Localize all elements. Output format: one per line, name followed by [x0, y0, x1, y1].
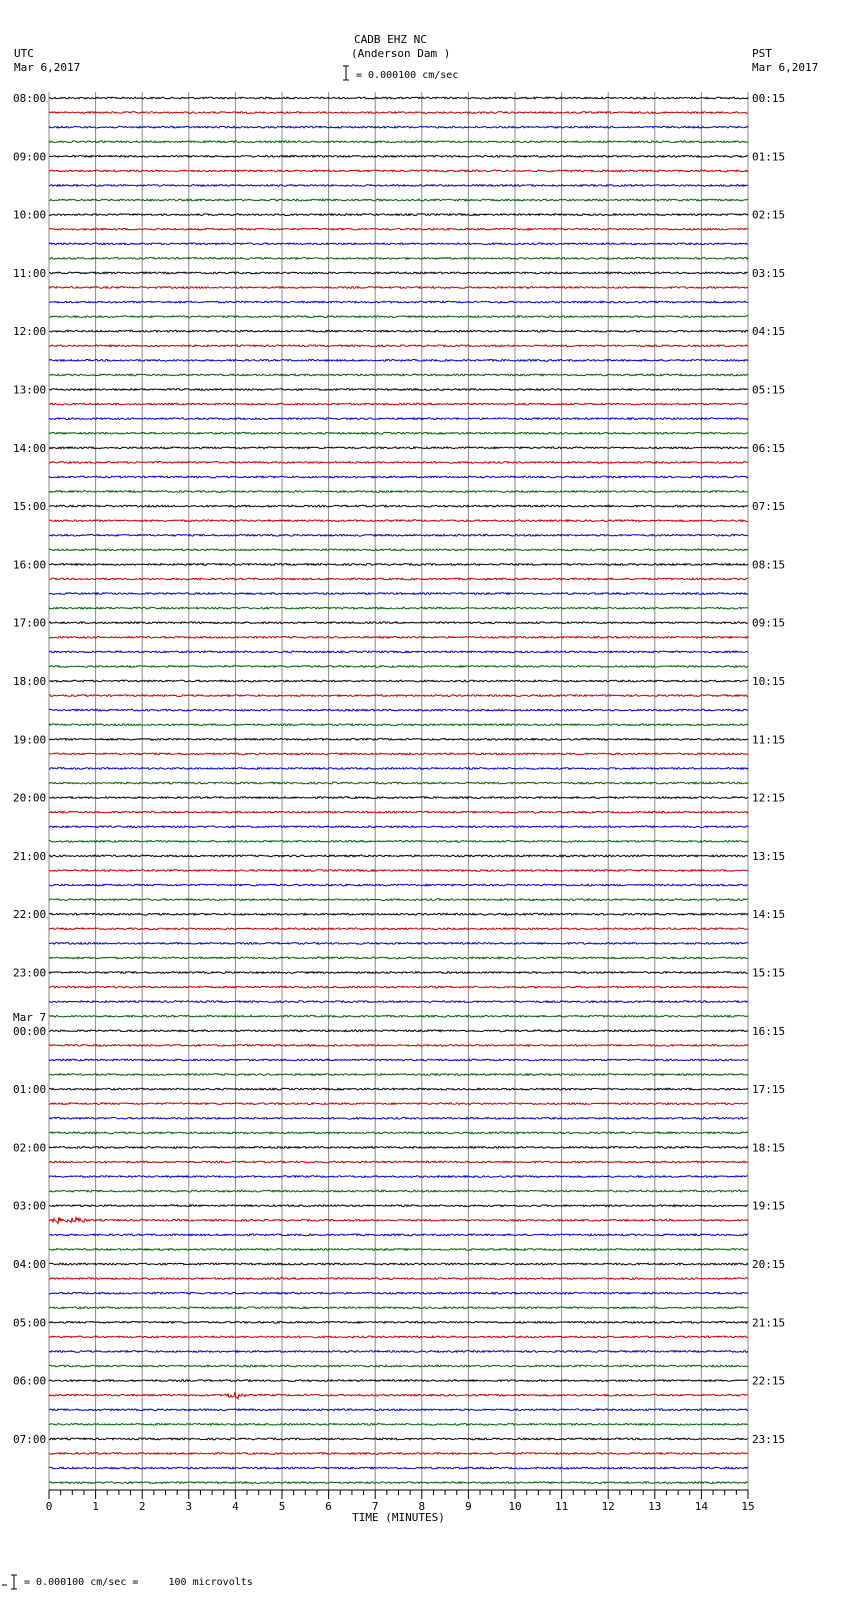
- utc-hour-label-19: 03:00: [13, 1199, 47, 1213]
- trace-4-2: [49, 360, 748, 362]
- trace-23-1: [49, 1453, 748, 1455]
- trace-3-3: [49, 316, 748, 318]
- trace-18-2: [49, 1176, 748, 1178]
- trace-17-1: [49, 1103, 748, 1105]
- pst-hour-label-20: 20:15: [752, 1258, 786, 1271]
- trace-10-2: [49, 709, 748, 711]
- utc-hour-label-17: 01:00: [13, 1083, 47, 1097]
- trace-14-1: [49, 928, 748, 930]
- trace-5-0: [49, 389, 748, 391]
- trace-13-3: [49, 899, 748, 901]
- trace-1-2: [49, 185, 748, 187]
- trace-10-0: [49, 680, 748, 682]
- trace-12-3: [49, 840, 748, 842]
- trace-5-3: [49, 432, 748, 434]
- utc-hour-label-23: 07:00: [13, 1432, 47, 1446]
- trace-22-3: [49, 1423, 748, 1425]
- trace-19-0: [49, 1205, 748, 1207]
- trace-2-2: [49, 243, 748, 245]
- trace-19-2: [49, 1234, 748, 1236]
- trace-16-0: [49, 1030, 748, 1032]
- pst-hour-label-7: 07:15: [752, 500, 786, 514]
- utc-hour-label-7: 15:00: [13, 500, 47, 514]
- x-tick-label-3: 3: [185, 1500, 193, 1513]
- pst-hour-label-22: 22:15: [752, 1374, 786, 1388]
- trace-9-1: [49, 636, 748, 638]
- trace-9-0: [49, 622, 748, 624]
- trace-1-0: [49, 155, 748, 157]
- trace-5-1: [49, 403, 748, 405]
- pst-hour-label-12: 12:15: [752, 791, 786, 805]
- trace-16-2: [49, 1059, 748, 1061]
- utc-hour-label-8: 16:00: [13, 558, 47, 572]
- trace-12-1: [49, 811, 748, 813]
- x-tick-label-10: 10: [508, 1500, 522, 1513]
- trace-0-0: [49, 97, 748, 99]
- trace-2-0: [49, 214, 748, 216]
- utc-hour-label-1: 09:00: [13, 150, 47, 164]
- trace-11-2: [49, 768, 748, 770]
- trace-18-1: [49, 1161, 748, 1163]
- trace-10-3: [49, 724, 748, 726]
- trace-12-0: [49, 797, 748, 799]
- trace-15-3: [49, 1015, 748, 1017]
- trace-0-3: [49, 141, 748, 143]
- pst-hour-label-11: 11:15: [752, 733, 786, 747]
- trace-7-1: [49, 520, 748, 522]
- x-tick-label-6: 6: [325, 1500, 332, 1513]
- pst-hour-label-17: 17:15: [752, 1083, 786, 1097]
- trace-6-2: [49, 476, 748, 478]
- trace-10-1: [49, 695, 748, 697]
- trace-7-3: [49, 549, 748, 551]
- utc-hour-label-9: 17:00: [13, 616, 47, 630]
- trace-2-1: [49, 228, 748, 230]
- trace-8-3: [49, 607, 748, 609]
- trace-2-3: [49, 257, 748, 259]
- x-tick-label-9: 9: [465, 1500, 472, 1513]
- trace-15-0: [49, 972, 748, 974]
- x-tick-label-15: 15: [741, 1500, 755, 1513]
- trace-3-0: [49, 272, 748, 274]
- trace-21-0: [49, 1321, 748, 1323]
- pst-hour-label-0: 00:15: [752, 92, 786, 105]
- trace-17-2: [49, 1117, 748, 1119]
- pst-hour-label-3: 03:15: [752, 266, 786, 280]
- trace-22-1: [49, 1392, 748, 1399]
- utc-hour-label-12: 20:00: [13, 791, 47, 805]
- utc-hour-label-21: 05:00: [13, 1316, 47, 1330]
- left-date: Mar 6,2017: [14, 61, 81, 74]
- utc-hour-label-2: 10:00: [13, 208, 47, 222]
- utc-hour-label-3: 11:00: [13, 266, 47, 280]
- trace-13-1: [49, 870, 748, 872]
- trace-20-3: [49, 1307, 748, 1309]
- scale-text: = 0.000100 cm/sec: [356, 70, 459, 81]
- trace-21-3: [49, 1365, 748, 1367]
- utc-hour-label-0: 08:00: [13, 92, 47, 105]
- pst-hour-label-2: 02:15: [752, 208, 786, 222]
- pst-hour-label-8: 08:15: [752, 558, 786, 572]
- trace-11-3: [49, 782, 748, 784]
- trace-3-2: [49, 301, 748, 303]
- trace-0-2: [49, 126, 748, 128]
- pst-hour-label-15: 15:15: [752, 966, 786, 980]
- pst-hour-label-4: 04:15: [752, 325, 786, 339]
- station-title: CADB EHZ NC: [354, 33, 427, 46]
- x-tick-label-11: 11: [554, 1500, 569, 1513]
- utc-hour-label-14: 22:00: [13, 908, 47, 922]
- pst-hour-label-21: 21:15: [752, 1316, 786, 1330]
- trace-18-3: [49, 1190, 748, 1192]
- x-tick-label-1: 1: [92, 1500, 99, 1513]
- footer-scale-text: = 0.000100 cm/sec = 100 microvolts: [24, 1577, 253, 1588]
- trace-23-2: [49, 1467, 748, 1469]
- utc-hour-label-20: 04:00: [13, 1258, 47, 1271]
- trace-group: [49, 97, 748, 1483]
- trace-1-3: [49, 199, 748, 201]
- pst-hour-label-18: 18:15: [752, 1141, 786, 1155]
- trace-6-1: [49, 462, 748, 464]
- hour-labels: [13, 92, 785, 1446]
- trace-3-1: [49, 287, 748, 289]
- utc-hour-label-18: 02:00: [13, 1141, 47, 1155]
- trace-8-1: [49, 578, 748, 580]
- trace-23-0: [49, 1438, 748, 1440]
- pst-hour-label-16: 16:15: [752, 1024, 786, 1038]
- utc-hour-label-4: 12:00: [13, 325, 47, 339]
- trace-11-1: [49, 753, 748, 755]
- pst-hour-label-19: 19:15: [752, 1199, 786, 1213]
- trace-5-2: [49, 418, 748, 420]
- trace-14-3: [49, 957, 748, 959]
- utc-hour-label-15: 23:00: [13, 966, 47, 980]
- trace-4-1: [49, 345, 748, 347]
- trace-14-0: [49, 913, 748, 915]
- trace-20-1: [49, 1278, 748, 1280]
- scale-bar-icon: [343, 66, 349, 80]
- x-tick-label-14: 14: [694, 1500, 709, 1513]
- trace-12-2: [49, 826, 748, 828]
- trace-15-1: [49, 986, 748, 988]
- pst-hour-label-14: 14:15: [752, 908, 786, 922]
- trace-22-2: [49, 1409, 748, 1411]
- trace-8-0: [49, 564, 748, 566]
- trace-4-3: [49, 374, 748, 376]
- trace-21-2: [49, 1351, 748, 1353]
- trace-0-1: [49, 112, 748, 114]
- x-axis-label: TIME (MINUTES): [352, 1511, 445, 1524]
- x-tick-label-8: 8: [418, 1500, 426, 1513]
- utc-hour-label-10: 18:00: [13, 675, 47, 688]
- pst-hour-label-9: 09:15: [752, 616, 786, 630]
- pst-hour-label-23: 23:15: [752, 1432, 786, 1446]
- utc-hour-label-16: 00:00: [13, 1024, 47, 1038]
- utc-hour-label-5: 13:00: [13, 383, 47, 397]
- date-change-label: Mar 7: [13, 1010, 47, 1024]
- trace-16-1: [49, 1045, 748, 1047]
- time-axis: [46, 1490, 755, 1524]
- x-tick-label-7: 7: [371, 1500, 379, 1513]
- trace-6-3: [49, 491, 748, 493]
- trace-7-0: [49, 505, 748, 507]
- trace-13-0: [49, 855, 748, 857]
- pst-hour-label-5: 05:15: [752, 383, 786, 397]
- x-tick-label-0: 0: [45, 1500, 53, 1513]
- station-location: (Anderson Dam ): [351, 47, 451, 60]
- trace-11-0: [49, 738, 748, 740]
- x-tick-label-13: 13: [648, 1500, 662, 1513]
- trace-1-1: [49, 170, 748, 172]
- pst-hour-label-6: 06:15: [752, 441, 786, 455]
- trace-7-2: [49, 534, 748, 536]
- trace-18-0: [49, 1147, 748, 1149]
- utc-hour-label-22: 06:00: [13, 1374, 47, 1388]
- x-tick-label-5: 5: [278, 1500, 286, 1513]
- trace-4-0: [49, 330, 748, 332]
- trace-13-2: [49, 884, 748, 886]
- trace-17-3: [49, 1132, 748, 1134]
- trace-9-2: [49, 651, 748, 653]
- trace-21-1: [49, 1336, 748, 1338]
- trace-8-2: [49, 593, 748, 595]
- trace-15-2: [49, 1001, 748, 1003]
- right-date: Mar 6,2017: [752, 61, 819, 74]
- left-timezone: UTC: [14, 47, 34, 60]
- trace-9-3: [49, 666, 748, 668]
- right-timezone: PST: [752, 47, 772, 60]
- trace-23-3: [49, 1482, 748, 1484]
- pst-hour-label-10: 10:15: [752, 675, 786, 688]
- x-tick-label-4: 4: [232, 1500, 239, 1513]
- utc-hour-label-6: 14:00: [13, 441, 47, 455]
- trace-19-3: [49, 1249, 748, 1251]
- x-tick-label-2: 2: [138, 1500, 146, 1513]
- trace-19-1: [49, 1217, 748, 1223]
- x-tick-label-12: 12: [601, 1500, 615, 1513]
- trace-22-0: [49, 1380, 748, 1382]
- trace-17-0: [49, 1088, 748, 1090]
- trace-14-2: [49, 943, 748, 945]
- trace-20-2: [49, 1292, 748, 1294]
- pst-hour-label-1: 01:15: [752, 150, 786, 164]
- utc-hour-label-11: 19:00: [13, 733, 47, 747]
- trace-16-3: [49, 1074, 748, 1076]
- trace-20-0: [49, 1263, 748, 1265]
- utc-hour-label-13: 21:00: [13, 849, 47, 863]
- pst-hour-label-13: 13:15: [752, 849, 786, 863]
- footer-scale-bar-icon: [2, 1575, 17, 1589]
- trace-6-0: [49, 447, 748, 449]
